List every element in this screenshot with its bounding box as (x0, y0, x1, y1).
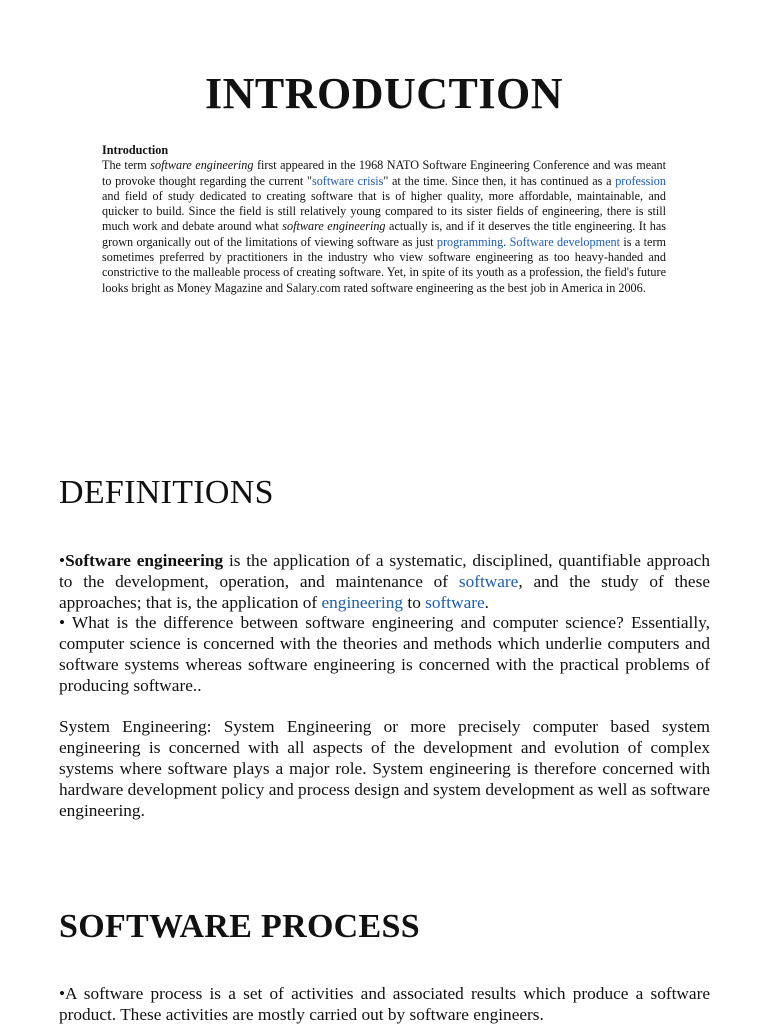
introduction-heading: Introduction (102, 143, 169, 157)
definition-text: to (403, 592, 426, 612)
intro-text: first appeared in the 1968 NATO Software Engineering Conference and was meant to provoke thought regarding the current " (102, 158, 666, 188)
intro-text: and field of study dedicated to creating software that is of higher quality, more affordable, maintainable, and quicker to build. Since the field is still relatively young compared to its sister fields of engineering, there is still much work and debate around what (102, 188, 666, 234)
definition-text: , and the study of these approaches; that is, the application of (59, 571, 711, 612)
software-link[interactable]: software (458, 571, 519, 591)
definitions-heading: DEFINITIONS (59, 474, 274, 511)
definition-term: Software engineering (65, 551, 224, 570)
bullet: • (59, 551, 66, 570)
intro-italic-term: software engineering (150, 158, 254, 173)
intro-text: is a term sometimes preferred by practitioners in the industry who view software engineering as too heavy-handed and constrictive to the malleable process of creating software. Yet, in spite of its youth as a profession, the field's future looks bright as Money Magazine and Salary.com rated software engineering as the best job in America in 2006. (102, 234, 666, 295)
definition-text: is the application of a systematic, disciplined, quantifiable approach to the development, operation, and maintenance of (59, 551, 710, 591)
intro-text: " at the time. Since then, it has continued as a (383, 173, 616, 188)
software-process-heading: SOFTWARE PROCESS (59, 908, 420, 945)
software-link[interactable]: software (425, 592, 485, 612)
paragraph-gap (59, 697, 710, 718)
definition-paragraph (59, 551, 710, 613)
introduction-paragraph (102, 143, 666, 296)
profession-link[interactable]: profession (615, 173, 666, 188)
programming-link[interactable]: programming (436, 234, 504, 249)
intro-text: The term (102, 158, 151, 173)
page-title: INTRODUCTION (204, 69, 564, 118)
software-development-link[interactable]: Software development (509, 234, 620, 249)
software-process-paragraph: •A software process is a set of activities and associated results which produce a software product. These activities are mostly carried out by software engineers. (59, 984, 710, 1024)
system-engineering-paragraph: System Engineering: System Engineering or more precisely computer based system engineering is concerned with all aspects of the development and evolution of complex systems where software plays a major role. System engineering is therefore concerned with hardware development policy and process design and system development as well as software engineering. (59, 717, 710, 820)
engineering-link[interactable]: engineering (321, 592, 404, 612)
intro-text: . (503, 234, 510, 249)
intro-text: actually is, and if it deserves the title engineering. It has grown organically out of the limitations of viewing software as just (102, 219, 666, 249)
definition-text: . (484, 592, 489, 612)
software-process-body (59, 984, 710, 1026)
difference-paragraph: • What is the difference between software engineering and computer science? Essentially, computer science is concerned with the theories and methods which underlie computers and software systems whereas software engineering is concerned with the practical problems of producing software.. (59, 613, 710, 695)
intro-italic-term: software engineering (282, 219, 386, 234)
definitions-body (59, 551, 710, 821)
software-crisis-link[interactable]: software crisis (311, 173, 384, 188)
